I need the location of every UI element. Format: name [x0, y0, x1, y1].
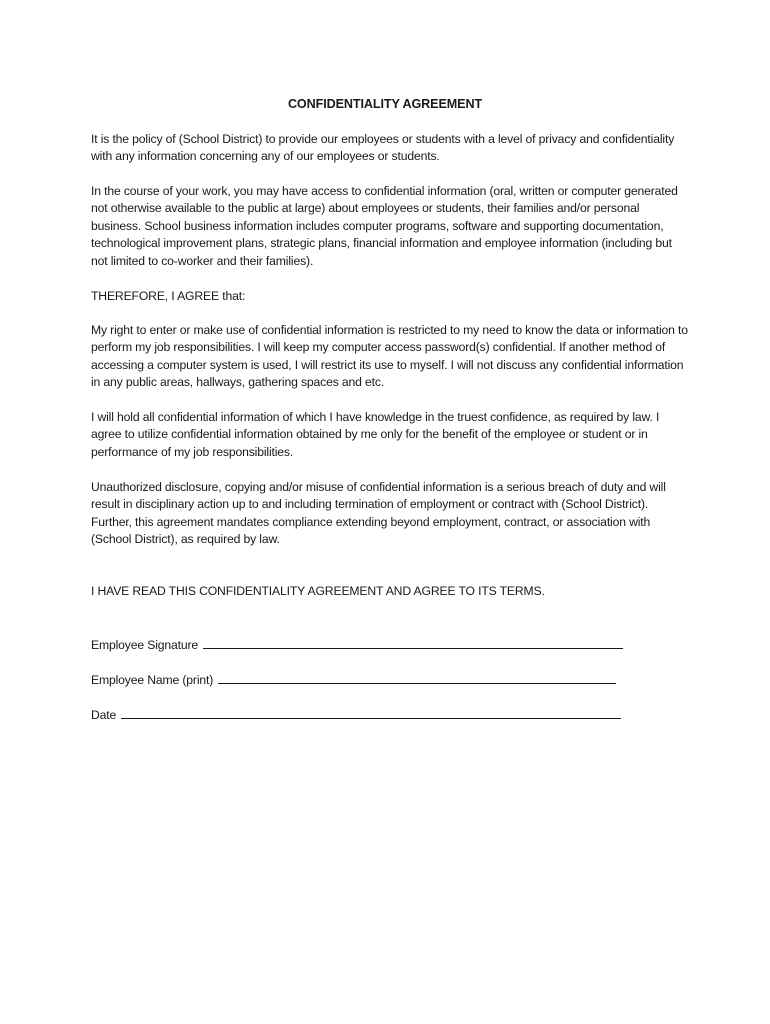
- agree-heading: THEREFORE, I AGREE that:: [91, 289, 246, 303]
- document-title: CONFIDENTIALITY AGREEMENT: [287, 97, 483, 111]
- date-label: Date: [91, 708, 117, 722]
- acknowledgement-statement: I HAVE READ THIS CONFIDENTIALITY AGREEMENT AND AGREE TO ITS TERMS.: [91, 584, 545, 598]
- signature-label: Employee Signature: [91, 638, 199, 652]
- policy-paragraph: It is the policy of (School District) to provide our employees or students with a level of privacy and confidentiality with any information concerning any of our employees or students.: [91, 132, 675, 164]
- use-paragraph: My right to enter or make use of confidential information is restricted to my need to know the data or information to perform my job responsibilities. I will keep my computer access password(s) confidential. If another method of accessing a computer system is used, I will restrict its use to myself. I will not discuss any confidential information in any public areas, hallways, gathering spaces and etc.: [91, 323, 688, 390]
- signature-line[interactable]: [203, 636, 623, 649]
- access-paragraph: In the course of your work, you may have access to confidential information (oral, written or computer generated not otherwise available to the public at large) about employees or students, their families and/or personal business. School business information includes computer programs, software and supporting documentation, technological improvement plans, strategic plans, financial information and employee information (including but not limited to co-worker and their families).: [91, 184, 678, 268]
- disclosure-paragraph: Unauthorized disclosure, copying and/or misuse of confidential information is a serious breach of duty and will result in disciplinary action up to and including termination of employment or contract with (School District). Further, this agreement mandates compliance extending beyond employment, contract, or association with (School District), as required by law.: [91, 480, 666, 547]
- confidence-paragraph: I will hold all confidential information of which I have knowledge in the truest confidence, as required by law. I agree to utilize confidential information obtained by me only for the benefit of the employee or student or in performance of my job responsibilities.: [91, 410, 660, 459]
- signature-row: [91, 636, 691, 654]
- name-line[interactable]: [218, 671, 616, 684]
- name-label: Employee Name (print): [91, 673, 214, 687]
- date-row: [91, 706, 691, 724]
- date-line[interactable]: [121, 706, 621, 719]
- name-row: [91, 671, 691, 689]
